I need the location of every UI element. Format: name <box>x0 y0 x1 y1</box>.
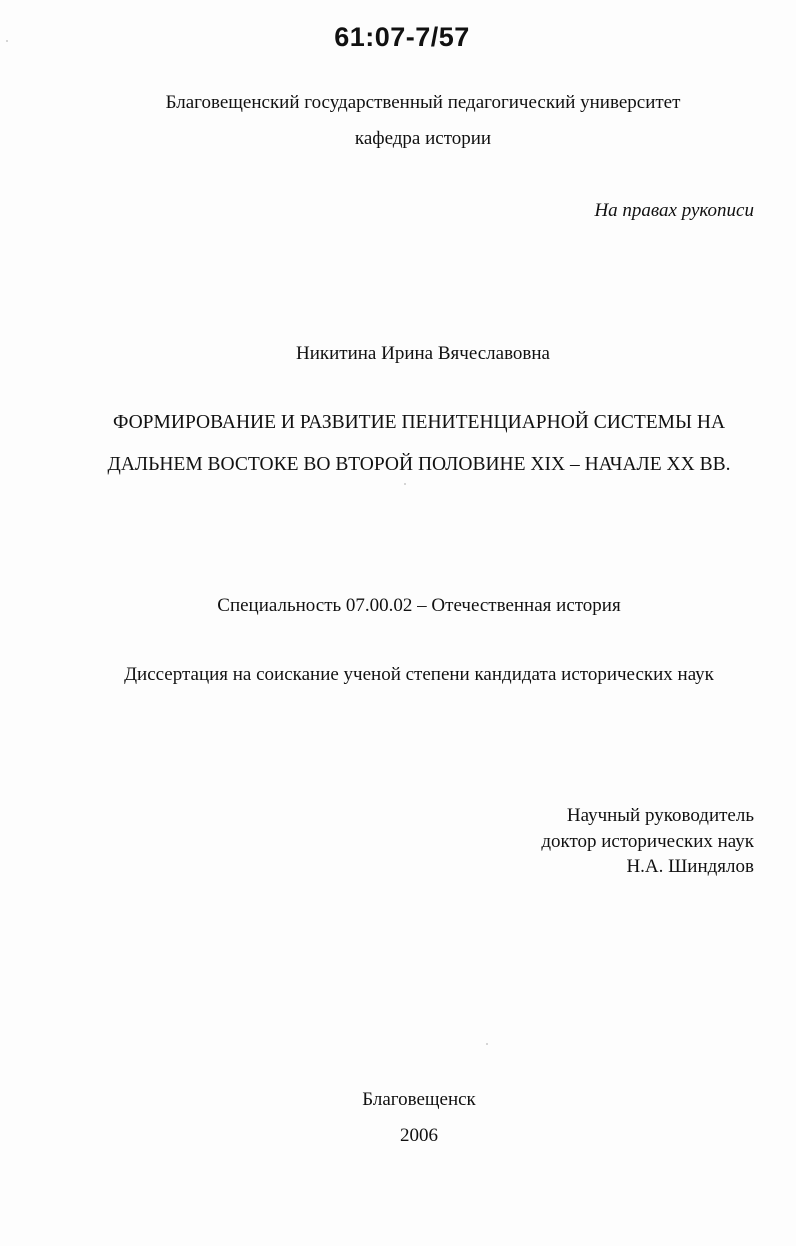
dissertation-type: Диссертация на соискание ученой степени кандидата исторических наук <box>124 664 714 685</box>
city: Благовещенск <box>362 1089 476 1110</box>
specialty: Специальность 07.00.02 – Отечественная история <box>217 595 621 616</box>
supervisor-role: Научный руководитель <box>566 805 754 826</box>
supervisor-degree: доктор исторических наук <box>541 831 754 852</box>
dissertation-title-line-1: ФОРМИРОВАНИЕ И РАЗВИТИЕ ПЕНИТЕНЦИАРНОЙ СИСТЕМЫ НА <box>112 412 726 433</box>
scan-speck <box>404 483 406 485</box>
university-name: Благовещенский государственный педагогический университет <box>165 92 681 113</box>
archive-stamp-number: 61:07-7/57 <box>334 22 470 52</box>
year: 2006 <box>400 1125 438 1146</box>
dissertation-title-line-2: ДАЛЬНЕМ ВОСТОКЕ ВО ВТОРОЙ ПОЛОВИНЕ XIX – НАЧАЛЕ XX ВВ. <box>107 454 731 475</box>
scan-speck <box>486 1043 488 1045</box>
rights-note: На правах рукописи <box>594 200 754 221</box>
supervisor-name: Н.А. Шиндялов <box>626 856 754 877</box>
department-name: кафедра истории <box>354 128 492 149</box>
author-name: Никитина Ирина Вячеславовна <box>296 343 550 364</box>
scan-speck <box>6 40 8 42</box>
